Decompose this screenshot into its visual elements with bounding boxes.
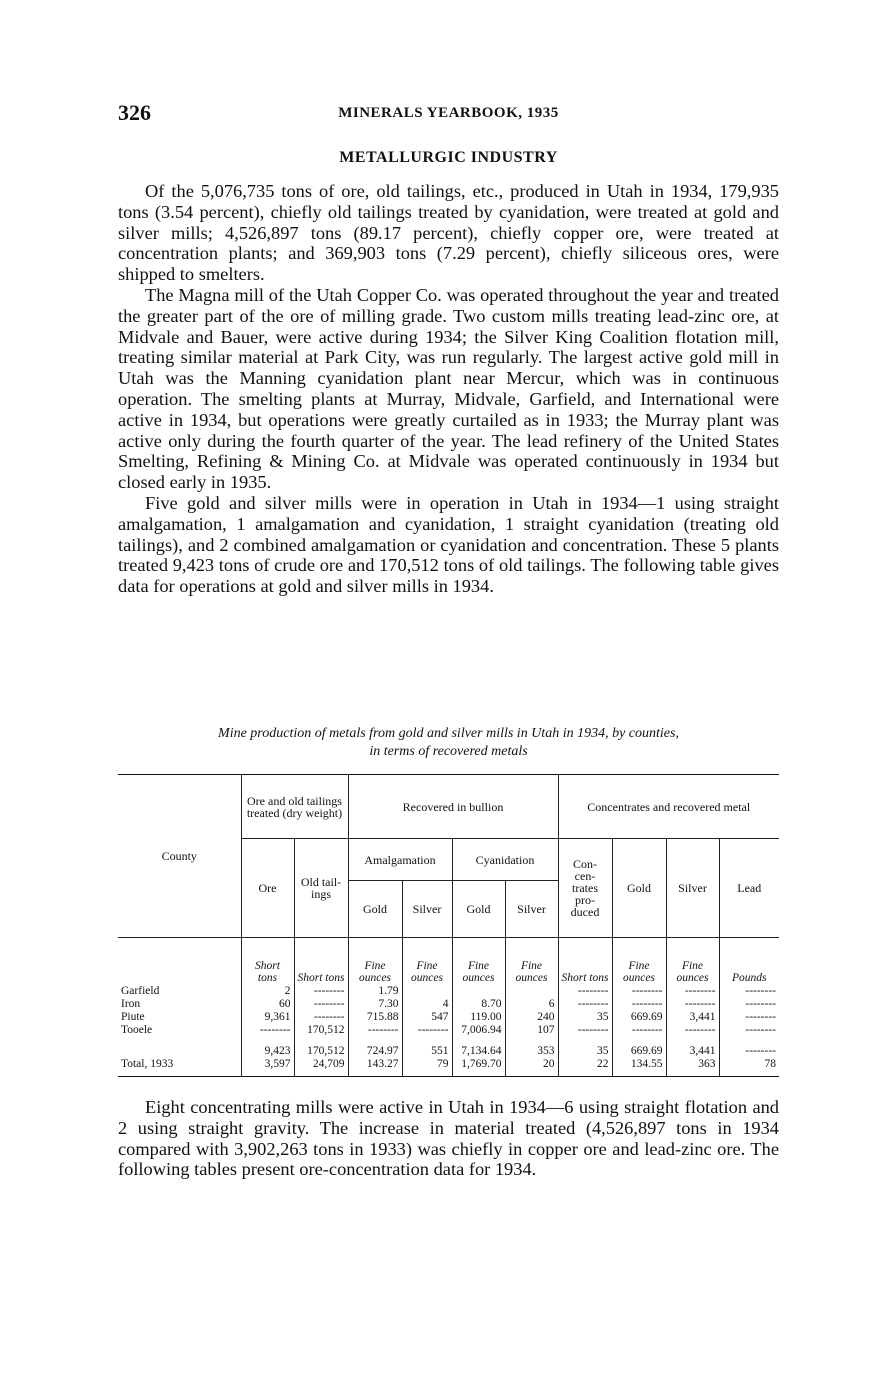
table-cell: 3,441 [666, 1010, 719, 1023]
total-row [118, 1057, 779, 1077]
table-cell: 143.27 [348, 1057, 402, 1077]
header-conc-lead: Lead [719, 839, 779, 938]
county-name [118, 1036, 241, 1057]
table-cell: 724.97 [348, 1036, 402, 1057]
unit-label: Fine ounces [452, 938, 505, 985]
table-cell: -------- [719, 1036, 779, 1057]
table-cell: -------- [719, 1010, 779, 1023]
table-cell: 4 [402, 997, 452, 1010]
caption-line: Mine production of metals from gold and silver mills in Utah in 1934, by counties, [218, 726, 679, 741]
table-cell: 3,441 [666, 1036, 719, 1057]
table-cell: 22 [558, 1057, 612, 1077]
table-cell: 715.88 [348, 1010, 402, 1023]
table-cell: 119.00 [452, 1010, 505, 1023]
header-ore-group: Ore and old tailings treated (dry weight) [241, 775, 348, 839]
county-name: Tooele [121, 1023, 153, 1036]
table-cell: 240 [505, 1010, 558, 1023]
table-cell: 35 [558, 1010, 612, 1023]
units-row [118, 938, 779, 985]
header-cyan-silver: Silver [505, 881, 558, 938]
table-cell [505, 984, 558, 997]
table-cell: 363 [666, 1057, 719, 1077]
table-cell: 7,006.94 [452, 1023, 505, 1036]
header-conc-silver: Silver [666, 839, 719, 938]
unit-label: Fine ounces [402, 938, 452, 985]
table-cell: 547 [402, 1010, 452, 1023]
county-name: Total, 1933 [118, 1057, 241, 1077]
table-cell: -------- [348, 1023, 402, 1036]
header-cyan-gold: Gold [452, 881, 505, 938]
table-cell [452, 984, 505, 997]
table-cell: -------- [666, 984, 719, 997]
table-cell: -------- [294, 1010, 348, 1023]
table-cell: -------- [719, 1023, 779, 1036]
table-cell: 7,134.64 [452, 1036, 505, 1057]
unit-label: Fine ounces [348, 938, 402, 985]
table-cell: -------- [558, 997, 612, 1010]
table-cell: 1,769.70 [452, 1057, 505, 1077]
table-cell: -------- [666, 997, 719, 1010]
table-cell: 107 [505, 1023, 558, 1036]
table-cell: 7.30 [348, 997, 402, 1010]
table-cell: 669.69 [612, 1010, 666, 1023]
header-concentrates-produced: Con- cen- trates pro- duced [558, 839, 612, 938]
table-cell: 78 [719, 1057, 779, 1077]
unit-label: Fine ounces [666, 938, 719, 985]
header-conc-gold: Gold [612, 839, 666, 938]
intro-text [118, 181, 779, 597]
table-cell: 551 [402, 1036, 452, 1057]
table-cell: -------- [666, 1023, 719, 1036]
table-cell: -------- [612, 997, 666, 1010]
table-cell: 6 [505, 997, 558, 1010]
unit-label: Short tons [558, 938, 612, 985]
table-cell: 60 [241, 997, 294, 1010]
header-ore: Ore [241, 839, 294, 938]
mill-production-table [118, 774, 779, 1077]
paragraph: Of the 5,076,735 tons of ore, old tailings, etc., produced in Utah in 1934, 179,935 tons (3.54 percent), chiefly old tailings treated by cyanidation, were treated at gold and silver mills; 4,526,897 tons (89.17 percent), chiefly copper ore, were treated at concentration plants; and 369,903 tons (7.29 percent), chiefly siliceous ores, were shipped to smelters. [118, 181, 779, 285]
header-amal-silver: Silver [402, 881, 452, 938]
table-cell: 24,709 [294, 1057, 348, 1077]
table-cell: -------- [719, 997, 779, 1010]
table-cell: -------- [294, 984, 348, 997]
unit-label: Fine ounces [505, 938, 558, 985]
paragraph: The Magna mill of the Utah Copper Co. was operated throughout the year and treated the greater part of the ore of milling grade. Two custom mills treating lead-zinc ore, at Midvale and Bauer, were active during 1934; the Silver King Coalition flotation mill, treating similar material at Park City, was run regularly. The largest active gold mill in Utah was the Manning cyanidation plant near Mercur, which was in continuous operation. The smelting plants at Murray, Midvale, Garfield, and International were active in 1934, but operations were greatly curtailed as in 1933; the Murray plant was active only during the fourth quarter of the year. The lead refinery of the United States Smelting, Refining & Mining Co. at Midvale was operated continuously in 1934 but closed early in 1935. [118, 284, 779, 493]
section-title: METALLURGIC INDUSTRY [339, 149, 558, 166]
table-cell: -------- [612, 1023, 666, 1036]
table-cell: 170,512 [294, 1023, 348, 1036]
table-row [118, 1023, 779, 1036]
county-name: Piute [121, 1010, 145, 1023]
unit-label: Short tons [294, 938, 348, 985]
header-concentrates-group: Concentrates and recovered metal [558, 775, 779, 839]
table-cell [402, 984, 452, 997]
table-cell: 9,423 [241, 1036, 294, 1057]
header-cyanidation: Cyanidation [452, 839, 558, 881]
table-cell: 35 [558, 1036, 612, 1057]
table-cell: -------- [402, 1023, 452, 1036]
units-blank [118, 938, 241, 985]
table-cell: 3,597 [241, 1057, 294, 1077]
table-cell: 9,361 [241, 1010, 294, 1023]
table-cell: -------- [612, 984, 666, 997]
table-row [118, 997, 779, 1010]
county-name: Iron [121, 997, 141, 1010]
page-header [118, 100, 779, 128]
county-name: Garfield [121, 984, 160, 997]
table-cell: -------- [241, 1023, 294, 1036]
page-number: 326 [118, 100, 151, 125]
header-old-tailings: Old tail- ings [294, 839, 348, 938]
table-cell: -------- [294, 997, 348, 1010]
table-cell: 1.79 [348, 984, 402, 997]
closing-text [118, 1097, 779, 1180]
table-cell: 20 [505, 1057, 558, 1077]
table-cell: 134.55 [612, 1057, 666, 1077]
unit-label: Fine ounces [612, 938, 666, 985]
running-title: MINERALS YEARBOOK, 1935 [338, 105, 559, 121]
table-cell: -------- [558, 1023, 612, 1036]
county-rows [118, 984, 779, 1036]
total-rows [118, 1036, 779, 1077]
unit-label: Short tons [241, 938, 294, 985]
header-amalgamation: Amalgamation [348, 839, 452, 881]
unit-label: Pounds [719, 938, 779, 985]
header-county: County [118, 775, 241, 938]
table-cell: -------- [719, 984, 779, 997]
total-row [118, 1036, 779, 1057]
paragraph: Five gold and silver mills were in operation in Utah in 1934—1 using straight amalgamation, 1 amalgamation and cyanidation, 1 straight cyanidation (treating old tailings), and 2 combined amalgamation or cyanidation and concentration. These 5 plants treated 9,423 tons of crude ore and 170,512 tons of old tailings. The following table gives data for operations at gold and silver mills in 1934. [118, 492, 779, 597]
caption-line: in terms of recovered metals [369, 744, 528, 759]
table-cell: 2 [241, 984, 294, 997]
table-row [118, 984, 779, 997]
paragraph: Eight concentrating mills were active in Utah in 1934—6 using straight flotation and 2 using straight gravity. The increase in material treated (4,526,897 tons in 1934 compared with 3,902,263 tons in 1933) was chiefly in copper ore and lead-zinc ore. The following tables present ore-concentration data for 1934. [118, 1097, 779, 1180]
table-row [118, 1010, 779, 1023]
table-caption [118, 725, 779, 761]
table-cell: 669.69 [612, 1036, 666, 1057]
header-amal-gold: Gold [348, 881, 402, 938]
table-cell: 353 [505, 1036, 558, 1057]
table-cell: 8.70 [452, 997, 505, 1010]
table-cell: -------- [558, 984, 612, 997]
header-bullion-group: Recovered in bullion [348, 775, 558, 839]
table-cell: 79 [402, 1057, 452, 1077]
table-cell: 170,512 [294, 1036, 348, 1057]
